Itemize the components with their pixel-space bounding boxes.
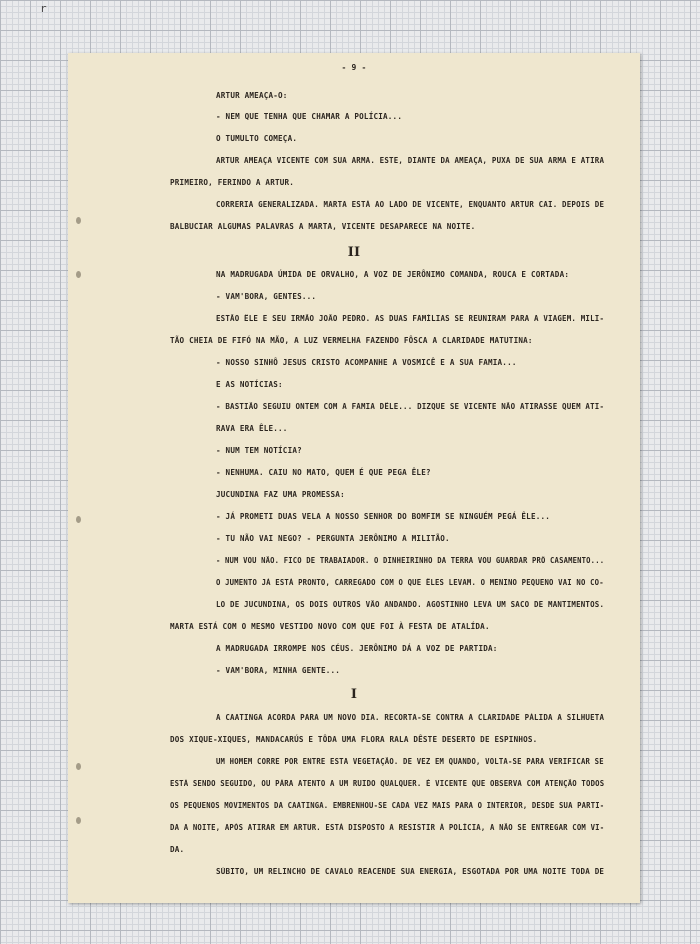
text-line: DA A NOITE, APÓS ATIRAR EM ARTUR. ESTÁ DISPOSTO A RESISTIR À POLÍCIA, A NÃO SE ENTREGAR COM VI- [170,823,605,832]
binder-hole-mark [76,217,81,224]
text-line: - VAM'BORA, GENTES... [216,292,317,301]
binder-hole-mark [76,516,81,523]
text-line: - NUM VOU NÃO. FICO DE TRABAIADOR. O DINHEIRINHO DA TERRA VOU GUARDAR PRÔ CASAMENTO... [216,556,605,565]
text-line: - NOSSO SINHÔ JESUS CRISTO ACOMPANHE A VOSMICÊ E A SUA FAMIA... [216,358,517,367]
text-line: A CAATINGA ACORDA PARA UM NOVO DIA. RECORTA-SE CONTRA A CLARIDADE PÁLIDA A SILHUETA [216,713,605,722]
text-line: ESTÁ SENDO SEGUIDO, OU PÁRA ATENTO A UM RUIDO QUALQUER. É VICENTE QUE OBSERVA COM ATENÇÃO TODOS [170,779,605,788]
section-heading: I [350,687,358,702]
section-heading: II [347,245,361,260]
text-line: A MADRUGADA IRROMPE NOS CÉUS. JERÔNIMO DÁ A VOZ DE PARTIDA: [216,644,498,653]
corner-mark: r [40,2,47,15]
text-line: LO DE JUCUNDINA, OS DOIS OUTROS VÃO ANDANDO. AGOSTINHO LEVA UM SACO DE MANTIMENTOS. [216,600,605,609]
text-line: O JUMENTO JÁ ESTÁ PRONTO, CARREGADO COM O QUE ÊLES LEVAM. O MENINO PEQUENO VAI NO CO- [216,578,604,587]
text-line: DA. [170,845,185,854]
text-line: OS PEQUENOS MOVIMENTOS DA CAATINGA. EMBRENHOU-SE CADA VEZ MAIS PARA O INTERIOR, DESDE SUA PARTI- [170,801,605,810]
text-line: - NEM QUE TENHA QUE CHAMAR A POLÍCIA... [216,112,403,121]
text-line: MARTA ESTÁ COM O MESMO VESTIDO NOVO COM QUE FOI À FESTA DE ATALÍDA. [170,622,490,631]
binder-hole-mark [76,271,81,278]
text-line: UM HOMEM CORRE POR ENTRE ESTA VEGETAÇÃO. DE VEZ EM QUANDO, VOLTA-SE PARA VERIFICAR SE [216,757,604,766]
text-line: NA MADRUGADA ÚMIDA DE ORVALHO, A VOZ DE JERÔNIMO COMANDA, ROUCA E CORTADA: [216,270,570,279]
page-number: - 9 - [341,63,367,72]
text-line: - TU NÃO VAI NEGO? - PERGUNTA JERÔNIMO A MILITÃO. [216,534,450,543]
text-line: TÃO CHEIA DE FIFÓ NA MÃO, A LUZ VERMELHA FAZENDO FÔSCA A CLARIDADE MATUTINA: [170,336,533,345]
text-line: E AS NOTÍCIAS: [216,380,283,389]
text-line: - NENHUMA. CAIU NO MATO, QUEM É QUE PEGA ÊLE? [216,468,431,477]
binder-hole-mark [76,763,81,770]
text-line: ARTUR AMEAÇA-O: [216,91,288,100]
text-line: - BASTIÃO SEGUIU ONTEM COM A FAMIA DÊLE... DIZQUE SE VICENTE NÃO ATIRASSE QUEM ATI- [216,402,605,411]
typewritten-page [68,53,640,903]
text-line: ARTUR AMEAÇA VICENTE COM SUA ARMA. ESTE, DIANTE DA AMEAÇA, PUXA DE SUA ARMA E ATIRA [216,156,605,165]
text-line: BALBUCIAR ALGUMAS PALAVRAS A MARTA, VICENTE DESAPARECE NA NOITE. [170,222,476,231]
text-line: - VAM'BORA, MINHA GENTE... [216,666,341,675]
text-line: ESTÃO ÊLE E SEU IRMÃO JOÃO PEDRO. AS DUAS FAMÍLIAS SE REUNIRAM PARA A VIAGEM. MILI- [216,314,605,323]
text-line: - JÁ PROMETI DUAS VELA A NOSSO SENHOR DO BOMFIM SE NINGUÉM PEGÁ ÊLE... [216,512,551,521]
text-line: CORRERIA GENERALIZADA. MARTA ESTÁ AO LADO DE VICENTE, ENQUANTO ARTUR CAI. DEPOIS DE [216,200,605,209]
text-line: O TUMULTO COMEÇA. [216,134,298,143]
text-line: PRIMEIRO, FERINDO A ARTUR. [170,178,295,187]
text-line: DOS XIQUE-XIQUES, MANDACARÚS E TÔDA UMA FLORA RALA DÊSTE DESERTO DE ESPINHOS. [170,735,538,744]
text-line: JUCUNDINA FAZ UMA PROMESSA: [216,490,345,499]
text-line: SÚBITO, UM RELINCHO DE CAVALO REACENDE SUA ENERGIA, ESGOTADA POR UMA NOITE TODA DE [216,867,605,876]
binder-hole-mark [76,817,81,824]
text-line: - NUM TEM NOTÍCIA? [216,446,302,455]
text-line: RAVA ERA ÊLE... [216,424,288,433]
